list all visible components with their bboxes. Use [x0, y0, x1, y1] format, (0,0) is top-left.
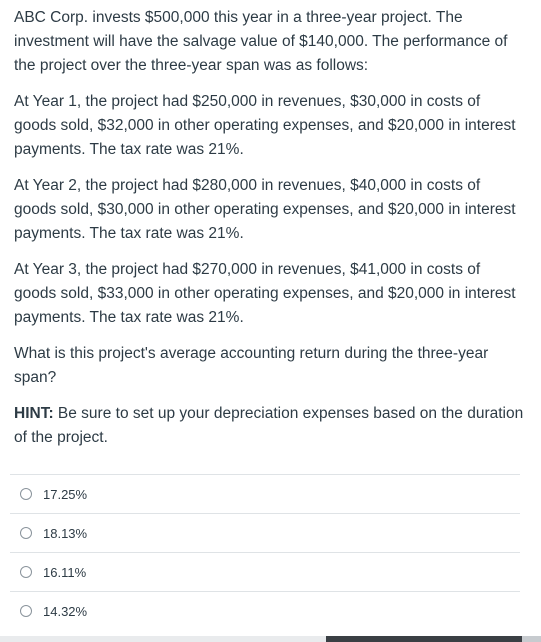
question-text: [14, 6, 526, 462]
question-hint: [14, 402, 526, 450]
answer-label: 17.25%: [43, 486, 88, 502]
question-intro: ABC Corp. invests $500,000 this year in a three-year project. The investment will have the salvage value of $140,000. The performance of the project over the three-year span was as follows:: [14, 9, 508, 74]
question-year-2: At Year 2, the project had $280,000 in revenues, $40,000 in costs of goods sold, $30,000 in other operating expenses, and $20,000 in interest payments. The tax rate was 21%.: [14, 177, 516, 242]
question-prompt: What is this project's average accounting return during the three-year span?: [14, 345, 489, 386]
radio-button-icon[interactable]: [20, 527, 32, 539]
question-year-1: At Year 1, the project had $250,000 in revenues, $30,000 in costs of goods sold, $32,000 in other operating expenses, and $20,000 in interest payments. The tax rate was 21%.: [14, 93, 516, 158]
scrollbar-end: [522, 636, 541, 642]
hint-label: HINT:: [14, 405, 54, 422]
answer-option-4[interactable]: [10, 591, 520, 630]
radio-button-icon[interactable]: [20, 605, 32, 617]
answer-label: 14.32%: [43, 603, 88, 619]
answer-label: 18.13%: [43, 525, 88, 541]
radio-button-icon[interactable]: [20, 488, 32, 500]
question-year-3: At Year 3, the project had $270,000 in revenues, $41,000 in costs of goods sold, $33,000 in other operating expenses, and $20,000 in interest payments. The tax rate was 21%.: [14, 261, 516, 326]
horizontal-scrollbar-thumb[interactable]: [326, 636, 522, 642]
answer-option-2[interactable]: [10, 513, 520, 552]
radio-button-icon[interactable]: [20, 566, 32, 578]
hint-text: Be sure to set up your depreciation expenses based on the duration of the project.: [14, 405, 524, 446]
answer-option-1[interactable]: [10, 474, 520, 513]
answer-option-3[interactable]: [10, 552, 520, 591]
answer-label: 16.11%: [43, 564, 87, 580]
answer-list: [10, 474, 520, 630]
